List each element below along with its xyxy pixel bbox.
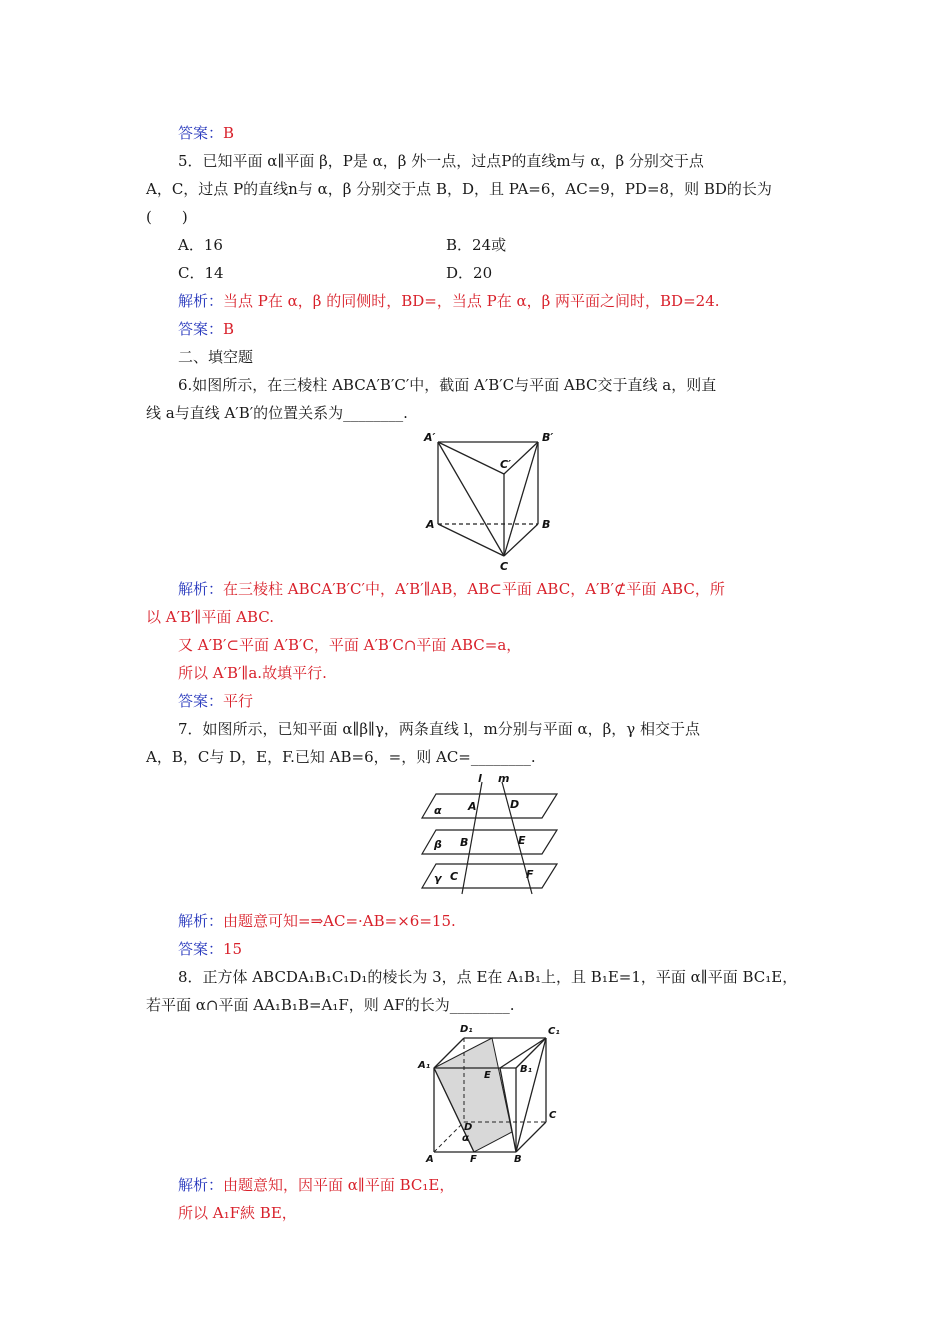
- solution-6-line-2: 以 A′B′∥平面 ABC.: [146, 608, 274, 626]
- label-b: B: [460, 836, 469, 849]
- label-d1: D₁: [460, 1024, 473, 1035]
- q5-option-d: D．20: [446, 264, 493, 282]
- solution-label: 解析：: [178, 1176, 224, 1194]
- answer-6: [178, 691, 253, 711]
- label-m: m: [498, 772, 510, 785]
- label-gamma: γ: [434, 872, 442, 885]
- answer-4: [178, 123, 234, 143]
- plane-alpha-section: [434, 1038, 512, 1152]
- q6-line-1: 6.如图所示，在三棱柱 ABCA′B′C′中，截面 A′B′C与平面 ABC交于直线 a，则直: [178, 376, 717, 394]
- q5-option-b: B．24或: [446, 236, 507, 254]
- solution-label: 解析：: [178, 580, 224, 598]
- label-b: B: [514, 1154, 522, 1165]
- solution-8-line-2: 所以 A₁F綊 BE，: [178, 1204, 297, 1222]
- q8-line-1: 8．正方体 ABCDA₁B₁C₁D₁的棱长为 3，点 E在 A₁B₁上，且 B₁E=1，平面 α∥平面 BC₁E，: [178, 968, 798, 986]
- label-c: C: [500, 560, 509, 573]
- label-a: A: [426, 518, 435, 531]
- label-f: F: [526, 868, 534, 881]
- answer-5: [178, 319, 234, 339]
- plane-gamma: [422, 864, 557, 888]
- solution-6-line-3: 又 A′B′⊂平面 A′B′C，平面 A′B′C∩平面 ABC=a，: [178, 636, 522, 654]
- plane-alpha: [422, 794, 557, 818]
- q5-line-2: A，C，过点 P的直线n与 α，β 分别交于点 B，D，且 PA=6，AC=9，PD=8，则 BD的长为: [146, 180, 772, 198]
- answer-value: 平行: [223, 692, 254, 710]
- cube-figure: [416, 1020, 566, 1168]
- label-b1: B′: [542, 431, 554, 444]
- solution-text: 在三棱柱 ABCA′B′C′中，A′B′∥AB，AB⊂平面 ABC，A′B′⊄平面 ABC，所: [223, 580, 725, 598]
- solution-7: [178, 911, 456, 931]
- edge-a1c: [438, 442, 504, 556]
- label-c1: C₁: [548, 1026, 560, 1037]
- solution-text: 由题意可知=⇒AC=·AB=×6=15.: [223, 912, 456, 930]
- solution-6: [178, 579, 725, 599]
- label-f: F: [470, 1154, 477, 1165]
- q7-line-2: A，B，C与 D，E，F.已知 AB=6，=，则 AC=________.: [146, 748, 536, 766]
- label-e: E: [518, 834, 526, 847]
- solution-label: 解析：: [178, 292, 224, 310]
- answer-value: 15: [223, 940, 243, 958]
- label-a: A: [468, 800, 477, 813]
- label-l: l: [478, 772, 482, 785]
- label-b1: B₁: [520, 1064, 533, 1075]
- solution-8: [178, 1175, 454, 1195]
- label-c1: C′: [500, 458, 511, 471]
- q7-line-1: 7．如图所示，已知平面 α∥β∥γ，两条直线 l，m分别与平面 α，β，γ 相交于点: [178, 720, 701, 738]
- label-a: A: [426, 1154, 434, 1165]
- edge-ad-hidden: [434, 1122, 464, 1152]
- answer-7: [178, 939, 242, 959]
- plane-beta: [422, 830, 557, 854]
- answer-label: 答案：: [178, 124, 224, 142]
- q5-option-c: C．14: [178, 264, 224, 282]
- answer-value: B: [223, 124, 235, 142]
- solution-5: [178, 291, 720, 311]
- label-beta: β: [434, 838, 442, 851]
- answer-label: 答案：: [178, 940, 224, 958]
- label-a1: A′: [424, 431, 436, 444]
- label-a1: A₁: [418, 1060, 431, 1071]
- parallel-planes-figure: [420, 772, 565, 896]
- label-alpha: α: [462, 1133, 469, 1144]
- q8-line-2: 若平面 α∩平面 AA₁B₁B=A₁F，则 AF的长为________.: [146, 996, 515, 1014]
- label-c: C: [450, 870, 459, 883]
- q6-line-2: 线 a与直线 A′B′的位置关系为________.: [146, 404, 408, 422]
- prism-figure: [420, 428, 570, 576]
- q5-line-1: 5．已知平面 α∥平面 β，P是 α，β 外一点，过点P的直线m与 α，β 分别交于点: [178, 152, 704, 170]
- solution-text: 由题意知，因平面 α∥平面 BC₁E，: [223, 1176, 455, 1194]
- label-b: B: [542, 518, 551, 531]
- answer-label: 答案：: [178, 320, 224, 338]
- label-d: D: [510, 798, 520, 811]
- section-heading: 二、填空题: [178, 348, 254, 366]
- label-d: D: [464, 1122, 473, 1133]
- solution-text: 当点 P在 α，β 的同侧时，BD=，当点 P在 α，β 两平面之间时，BD=24.: [223, 292, 720, 310]
- solution-6-line-4: 所以 A′B′∥a.故填平行.: [178, 664, 327, 682]
- q5-line-3: ( ): [146, 208, 188, 226]
- label-alpha: α: [434, 804, 442, 817]
- label-c: C: [549, 1110, 557, 1121]
- answer-value: B: [223, 320, 235, 338]
- label-e: E: [484, 1070, 491, 1081]
- answer-label: 答案：: [178, 692, 224, 710]
- q5-option-a: A．16: [178, 236, 223, 254]
- solution-label: 解析：: [178, 912, 224, 930]
